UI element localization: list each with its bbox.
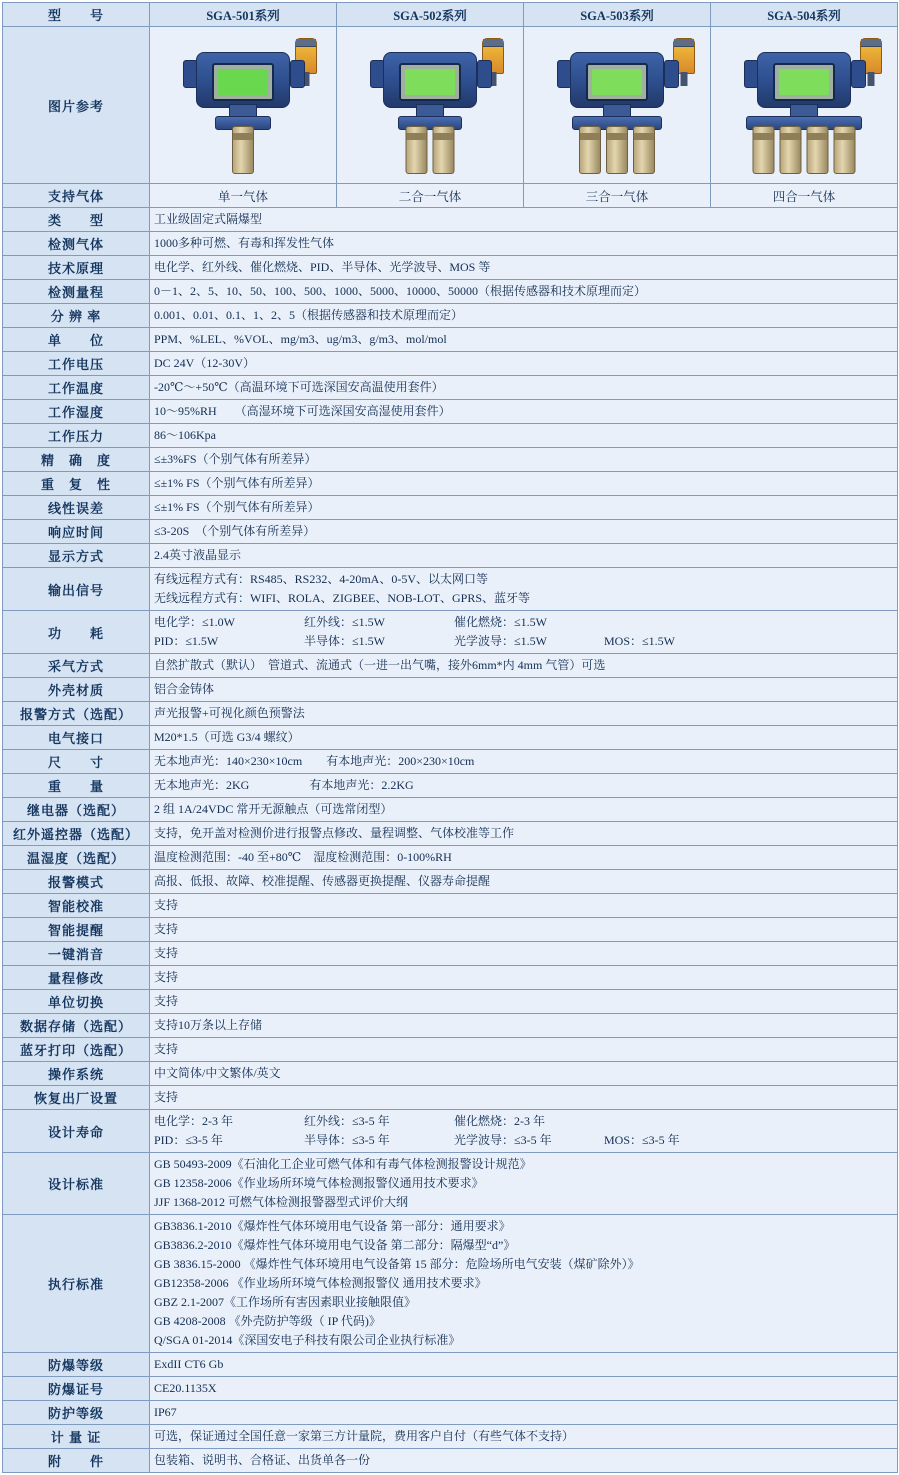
table-row (3, 611, 898, 654)
sensor-group (232, 126, 254, 174)
row-value (150, 822, 898, 846)
row-label: 技术原理 (3, 256, 150, 280)
row-label: 报警模式 (3, 870, 150, 894)
value-cell: 电化学：≤1.0W (154, 615, 235, 629)
row-value (150, 232, 898, 256)
value-line: PPM、%LEL、%VOL、mg/m3、ug/m3、g/m3、mol/mol (154, 332, 447, 346)
value-line: 1000多种可燃、有毒和挥发性气体 (154, 236, 335, 250)
row-label: 重 复 性 (3, 472, 150, 496)
gas-sensor (406, 126, 428, 174)
table-row (3, 496, 898, 520)
gas-sensor (232, 126, 254, 174)
value-line: GB 3836.15-2000 《爆炸性气体环境用电气设备第 15 部分：危险场所电气安装（煤矿除外）》 (154, 1257, 640, 1271)
value-line: 声光报警+可视化颜色预警法 (154, 706, 305, 720)
product-image-3 (524, 27, 711, 184)
row-value (150, 774, 898, 798)
value-cell: 光学波导：≤3-5 年 (454, 1133, 552, 1147)
value-cell (604, 1112, 754, 1131)
value-line: GB3836.2-2010《爆炸性气体环境用电气设备 第二部分：隔爆型“d”》 (154, 1238, 516, 1252)
row-value (150, 400, 898, 424)
row-value (150, 424, 898, 448)
table-row (3, 1153, 898, 1215)
row-label: 智能提醒 (3, 918, 150, 942)
row-label: 计 量 证 (3, 1425, 150, 1449)
value-line: 支持 (154, 898, 179, 912)
table-row (3, 1353, 898, 1377)
row-label: 分 辨 率 (3, 304, 150, 328)
row-label: 设计标准 (3, 1153, 150, 1215)
model-header-4: SGA-504系列 (711, 3, 898, 27)
detector-housing (757, 52, 851, 108)
row-value (150, 1353, 898, 1377)
row-value (150, 798, 898, 822)
table-body (3, 3, 898, 1473)
table-row (3, 1086, 898, 1110)
row-value (150, 942, 898, 966)
value-line (154, 632, 893, 651)
row-label: 型 号 (3, 3, 150, 27)
row-label: 单位切换 (3, 990, 150, 1014)
product-image-4 (711, 27, 898, 184)
row-label: 恢复出厂设置 (3, 1086, 150, 1110)
row-label: 响应时间 (3, 520, 150, 544)
value-line: 支持10万条以上存储 (154, 1018, 263, 1032)
gas-sensor (807, 126, 829, 174)
row-label: 蓝牙打印（选配） (3, 1038, 150, 1062)
value-line: 无本地声光：2KG 有本地声光：2.2KG (154, 778, 414, 792)
value-cell: 催化燃烧：≤1.5W (454, 615, 547, 629)
value-line: 2 组 1A/24VDC 常开无源触点（可选常闭型） (154, 802, 393, 816)
row-label: 智能校准 (3, 894, 150, 918)
row-label: 尺 寸 (3, 750, 150, 774)
table-row (3, 822, 898, 846)
value-line: 温度检测范围：-40 至+80℃ 湿度检测范围：0-100%RH (154, 850, 452, 864)
row-value (150, 280, 898, 304)
row-label: 外壳材质 (3, 678, 150, 702)
row-value (150, 568, 898, 611)
table-row-image (3, 27, 898, 184)
value-line: 2.4英寸液晶显示 (154, 548, 242, 562)
row-label: 检测量程 (3, 280, 150, 304)
table-row (3, 376, 898, 400)
table-row (3, 750, 898, 774)
table-row (3, 774, 898, 798)
value-line: 支持，免开盖对检测价进行报警点修改、量程调整、气体校准等工作 (154, 826, 515, 840)
value-line: 可选，保证通过全国任意一家第三方计量院，费用客户自付（有些气体不支持） (154, 1429, 575, 1443)
device-illustration (154, 30, 332, 180)
value-line: Q/SGA 01-2014《深国安电子科技有限公司企业执行标准》 (154, 1333, 461, 1347)
table-row (3, 1425, 898, 1449)
value-line: 包装箱、说明书、合格证、出货单各一份 (154, 1453, 371, 1467)
row-label: 工作温度 (3, 376, 150, 400)
table-row (3, 544, 898, 568)
value-line (154, 613, 893, 632)
row-label: 线性误差 (3, 496, 150, 520)
value-cell (604, 613, 754, 632)
gas-sensor (606, 126, 628, 174)
row-label: 工作电压 (3, 352, 150, 376)
value-cell: 催化燃烧：2-3 年 (454, 1114, 545, 1128)
table-row (3, 256, 898, 280)
mount-bracket-right (477, 60, 492, 88)
row-label: 操作系统 (3, 1062, 150, 1086)
value-line: GBZ 2.1-2007《工作场所有害因素职业接触限值》 (154, 1295, 416, 1309)
value-cell: 半导体：≤1.5W (304, 634, 385, 648)
gas-support-2: 二合一气体 (337, 184, 524, 208)
row-value (150, 870, 898, 894)
row-value (150, 654, 898, 678)
value-cell: 光学波导：≤1.5W (454, 634, 547, 648)
table-row (3, 1377, 898, 1401)
gas-support-1: 单一气体 (150, 184, 337, 208)
row-value (150, 750, 898, 774)
value-line: JJF 1368-2012 可燃气体检测报警器型式评价大纲 (154, 1195, 409, 1209)
row-label: 图片参考 (3, 27, 150, 184)
table-row (3, 304, 898, 328)
table-row (3, 726, 898, 750)
row-label: 输出信号 (3, 568, 150, 611)
table-row (3, 400, 898, 424)
row-label: 附 件 (3, 1449, 150, 1473)
table-row (3, 352, 898, 376)
value-cell: 半导体：≤3-5 年 (304, 1133, 390, 1147)
display-window (586, 63, 648, 101)
row-value (150, 1153, 898, 1215)
row-value (150, 1062, 898, 1086)
gas-support-3: 三合一气体 (524, 184, 711, 208)
mount-bracket-right (851, 60, 866, 88)
table-row-model (3, 3, 898, 27)
sensor-group (406, 126, 455, 174)
table-row (3, 894, 898, 918)
gas-sensor (753, 126, 775, 174)
row-label: 红外遥控器（选配） (3, 822, 150, 846)
value-line: GB12358-2006 《作业场所环境气体检测报警仪 通用技术要求》 (154, 1276, 487, 1290)
row-label: 量程修改 (3, 966, 150, 990)
detector-housing (196, 52, 290, 108)
value-line: ≤±1% FS（个别气体有所差异） (154, 500, 320, 514)
model-header-2: SGA-502系列 (337, 3, 524, 27)
table-row (3, 846, 898, 870)
table-row (3, 1038, 898, 1062)
row-value (150, 544, 898, 568)
detector-housing (570, 52, 664, 108)
value-line: DC 24V（12-30V） (154, 356, 255, 370)
table-row (3, 472, 898, 496)
value-line: ≤3-20S （个别气体有所差异） (154, 524, 316, 538)
row-label: 继电器（选配） (3, 798, 150, 822)
value-line: GB3836.1-2010《爆炸性气体环境用电气设备 第一部分：通用要求》 (154, 1219, 511, 1233)
table-row (3, 990, 898, 1014)
table-row (3, 702, 898, 726)
value-line: 10～95%RH （高湿环境下可选深国安高湿使用套件） (154, 404, 451, 418)
gas-sensor (633, 126, 655, 174)
value-line: GB 12358-2006《作业场所环境气体检测报警仪通用技术要求》 (154, 1176, 484, 1190)
row-value (150, 328, 898, 352)
table-row (3, 918, 898, 942)
value-line: 有线远程方式有：RS485、RS232、4-20mA、0-5V、以太网口等 (154, 572, 489, 586)
row-label: 工作湿度 (3, 400, 150, 424)
row-value (150, 1086, 898, 1110)
row-value (150, 1014, 898, 1038)
model-header-1: SGA-501系列 (150, 3, 337, 27)
row-label: 防爆等级 (3, 1353, 150, 1377)
table-row (3, 966, 898, 990)
row-label: 精 确 度 (3, 448, 150, 472)
row-value (150, 894, 898, 918)
value-line: 支持 (154, 1042, 179, 1056)
row-value (150, 376, 898, 400)
table-row (3, 520, 898, 544)
value-line: 0.001、0.01、0.1、1、2、5（根据传感器和技术原理而定） (154, 308, 464, 322)
mount-bracket-right (664, 60, 679, 88)
value-cell: 红外线：≤3-5 年 (304, 1114, 390, 1128)
specification-table (2, 2, 898, 1473)
product-image-2 (337, 27, 524, 184)
value-cell: 电化学：2-3 年 (154, 1114, 233, 1128)
row-label: 支持气体 (3, 184, 150, 208)
value-line: 无线远程方式有：WIFI、ROLA、ZIGBEE、NOB-LOT、GPRS、蓝牙等 (154, 591, 530, 605)
device-illustration (528, 30, 706, 180)
row-value (150, 520, 898, 544)
value-line: 无本地声光：140×230×10cm 有本地声光：200×230×10cm (154, 754, 475, 768)
value-line: ExdII CT6 Gb (154, 1357, 224, 1371)
row-value (150, 208, 898, 232)
value-line: 支持 (154, 946, 179, 960)
row-value (150, 611, 898, 654)
table-row (3, 1449, 898, 1473)
row-value (150, 1449, 898, 1473)
value-line: 工业级固定式隔爆型 (154, 212, 263, 226)
row-value (150, 256, 898, 280)
value-line: 0－1、2、5、10、50、100、500、1000、5000、10000、50000（根据传感器和技术原理而定） (154, 284, 647, 298)
row-value (150, 304, 898, 328)
row-label: 类 型 (3, 208, 150, 232)
row-value (150, 1425, 898, 1449)
value-line: ≤±1% FS（个别气体有所差异） (154, 476, 320, 490)
row-value (150, 726, 898, 750)
row-value (150, 990, 898, 1014)
row-label: 温湿度（选配） (3, 846, 150, 870)
value-line (154, 1112, 893, 1131)
row-label: 采气方式 (3, 654, 150, 678)
row-value (150, 846, 898, 870)
value-line: M20*1.5（可选 G3/4 螺纹） (154, 730, 300, 744)
mount-bracket-right (290, 60, 305, 88)
value-cell: MOS：≤1.5W (604, 634, 675, 648)
display-window (212, 63, 274, 101)
value-cell: MOS：≤3-5 年 (604, 1133, 680, 1147)
gas-sensor (834, 126, 856, 174)
table-row (3, 1215, 898, 1353)
value-line: 电化学、红外线、催化燃烧、PID、半导体、光学波导、MOS 等 (154, 260, 491, 274)
row-label: 重 量 (3, 774, 150, 798)
row-value (150, 702, 898, 726)
device-illustration (715, 30, 893, 180)
table-row (3, 448, 898, 472)
row-value (150, 918, 898, 942)
table-row (3, 870, 898, 894)
row-label: 单 位 (3, 328, 150, 352)
product-image-1 (150, 27, 337, 184)
sensor-group (579, 126, 655, 174)
row-label: 设计寿命 (3, 1110, 150, 1153)
table-row (3, 942, 898, 966)
value-line (154, 1131, 893, 1150)
row-value (150, 1215, 898, 1353)
model-header-3: SGA-503系列 (524, 3, 711, 27)
value-line: 86～106Kpa (154, 428, 216, 442)
row-label: 防护等级 (3, 1401, 150, 1425)
table-row (3, 424, 898, 448)
row-value (150, 1377, 898, 1401)
table-row (3, 1401, 898, 1425)
value-cell: PID：≤1.5W (154, 634, 219, 648)
table-row (3, 678, 898, 702)
table-row-gas-support (3, 184, 898, 208)
table-row (3, 1110, 898, 1153)
display-window (773, 63, 835, 101)
value-line: -20℃～+50℃（高温环境下可选深国安高温使用套件） (154, 380, 444, 394)
value-cell: 红外线：≤1.5W (304, 615, 385, 629)
value-line: GB 4208-2008 《外壳防护等级（ IP 代码)》 (154, 1314, 381, 1328)
display-window (399, 63, 461, 101)
row-value (150, 966, 898, 990)
row-label: 功 耗 (3, 611, 150, 654)
row-label: 显示方式 (3, 544, 150, 568)
row-value (150, 352, 898, 376)
gas-sensor (780, 126, 802, 174)
table-row (3, 798, 898, 822)
value-line: IP67 (154, 1405, 177, 1419)
table-row (3, 654, 898, 678)
value-line: ≤±3%FS（个别气体有所差异） (154, 452, 317, 466)
row-label: 检测气体 (3, 232, 150, 256)
spec-sheet (0, 2, 899, 1473)
row-value (150, 472, 898, 496)
table-row (3, 280, 898, 304)
row-value (150, 1038, 898, 1062)
value-line: 自然扩散式（默认） 管道式、流通式（一进一出气嘴，接外6mm*内 4mm 气管）可选 (154, 658, 606, 672)
table-row (3, 328, 898, 352)
value-line: GB 50493-2009《石油化工企业可燃气体和有毒气体检测报警设计规范》 (154, 1157, 532, 1171)
sensor-group (753, 126, 856, 174)
row-label: 工作压力 (3, 424, 150, 448)
gas-sensor (579, 126, 601, 174)
row-value (150, 496, 898, 520)
table-row (3, 232, 898, 256)
gas-sensor (433, 126, 455, 174)
value-line: 中文简体/中文繁体/英文 (154, 1066, 281, 1080)
table-row (3, 208, 898, 232)
row-label: 一键消音 (3, 942, 150, 966)
gas-support-4: 四合一气体 (711, 184, 898, 208)
row-label: 数据存储（选配） (3, 1014, 150, 1038)
row-label: 电气接口 (3, 726, 150, 750)
table-row (3, 1062, 898, 1086)
row-label: 执行标准 (3, 1215, 150, 1353)
row-label: 报警方式（选配） (3, 702, 150, 726)
value-line: 支持 (154, 994, 179, 1008)
detector-housing (383, 52, 477, 108)
table-row (3, 568, 898, 611)
value-line: 支持 (154, 1090, 179, 1104)
row-value (150, 1110, 898, 1153)
value-line: CE20.1135X (154, 1381, 217, 1395)
device-illustration (341, 30, 519, 180)
row-value (150, 448, 898, 472)
row-value (150, 1401, 898, 1425)
value-line: 支持 (154, 970, 179, 984)
table-row (3, 1014, 898, 1038)
value-line: 支持 (154, 922, 179, 936)
value-line: 高报、低报、故障、校准提醒、传感器更换提醒、仪器寿命提醒 (154, 874, 491, 888)
value-line: 铝合金铸体 (154, 682, 215, 696)
row-label: 防爆证号 (3, 1377, 150, 1401)
value-cell: PID：≤3-5 年 (154, 1133, 223, 1147)
row-value (150, 678, 898, 702)
